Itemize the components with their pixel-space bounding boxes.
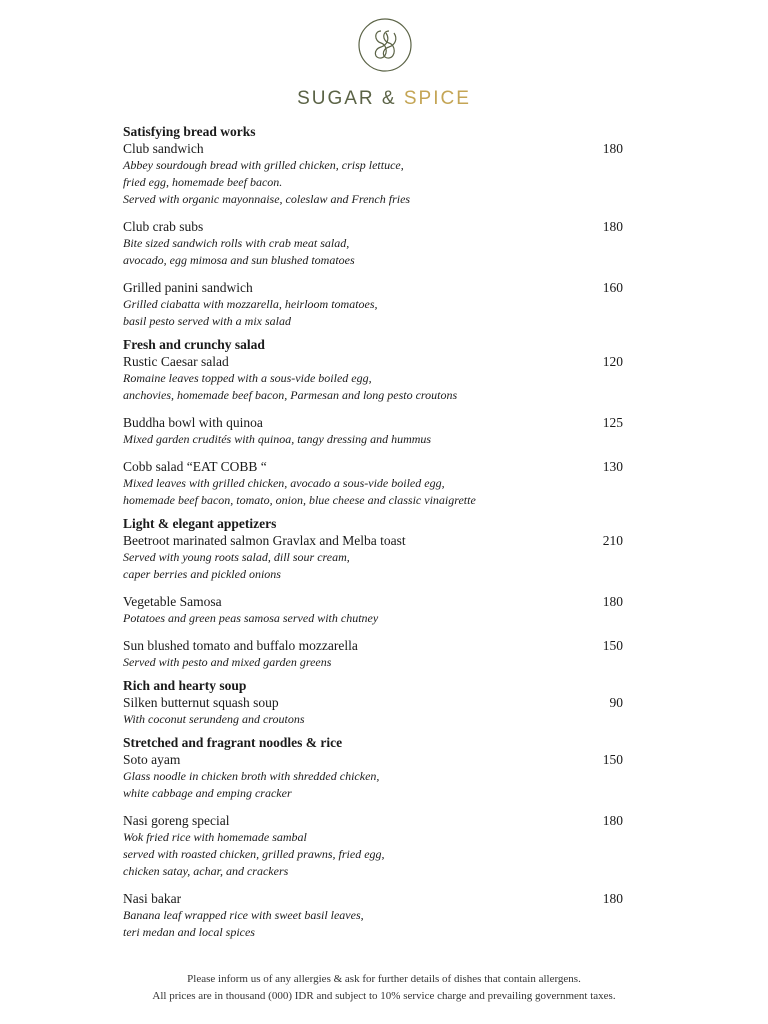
- dish-description-line: Grilled ciabatta with mozzarella, heirloom tomatoes,: [123, 297, 378, 311]
- menu-item: [123, 751, 623, 802]
- menu-item-row: [123, 812, 623, 829]
- ampersand-monogram-icon: [357, 17, 413, 73]
- menu-item: [123, 353, 623, 404]
- menu-item: [123, 694, 623, 728]
- dish-price: 160: [602, 280, 623, 295]
- section-title: Satisfying bread works: [123, 124, 256, 139]
- menu-item: [123, 532, 623, 583]
- dish-description-line: Glass noodle in chicken broth with shredded chicken,: [123, 769, 380, 783]
- dish-name: Club sandwich: [123, 141, 204, 156]
- dish-description-line: Abbey sourdough bread with grilled chicken, crisp lettuce,: [123, 158, 404, 172]
- dish-price: 180: [602, 141, 623, 156]
- dish-description-line: served with roasted chicken, grilled prawns, fried egg,: [123, 847, 385, 861]
- dish-description-line: white cabbage and emping cracker: [123, 786, 292, 800]
- dish-description-line: Wok fried rice with homemade sambal: [123, 830, 307, 844]
- menu-item-row: [123, 458, 623, 475]
- dish-description-line: Mixed leaves with grilled chicken, avocado a sous-vide boiled egg,: [123, 476, 445, 490]
- menu-item-row: [123, 353, 623, 370]
- allergy-note: Please inform us of any allergies & ask for further details of dishes that contain allergens.: [187, 973, 581, 985]
- menu-item: [123, 458, 623, 509]
- dish-price: 180: [602, 219, 623, 234]
- dish-description-line: Served with young roots salad, dill sour cream,: [123, 550, 350, 564]
- dish-description-line: fried egg, homemade beef bacon.: [123, 175, 283, 189]
- menu-item: [123, 593, 623, 627]
- dish-name: Silken butternut squash soup: [123, 695, 279, 710]
- price-note: All prices are in thousand (000) IDR and subject to 10% service charge and prevailing government taxes.: [152, 990, 616, 1002]
- dish-description-line: basil pesto served with a mix salad: [123, 314, 291, 328]
- dish-description-line: Served with pesto and mixed garden greens: [123, 655, 332, 669]
- dish-description-line: Potatoes and green peas samosa served with chutney: [123, 611, 379, 625]
- menu-item-row: [123, 751, 623, 768]
- dish-description-line: chicken satay, achar, and crackers: [123, 864, 289, 878]
- menu-section: [123, 123, 623, 330]
- menu-item-row: [123, 218, 623, 235]
- dish-name: Soto ayam: [123, 752, 181, 767]
- dish-price: 90: [609, 695, 623, 710]
- dish-description-line: caper berries and pickled onions: [123, 567, 281, 581]
- menu-item: [123, 812, 623, 880]
- dish-description-line: avocado, egg mimosa and sun blushed tomatoes: [123, 253, 355, 267]
- dish-price: 180: [602, 891, 623, 906]
- menu-section: [123, 677, 623, 728]
- menu-item-row: [123, 637, 623, 654]
- dish-name: Sun blushed tomato and buffalo mozzarella: [123, 638, 358, 653]
- menu-item-row: [123, 890, 623, 907]
- dish-price: 180: [602, 813, 623, 828]
- dish-name: Nasi goreng special: [123, 813, 230, 828]
- dish-name: Vegetable Samosa: [123, 594, 222, 609]
- menu-section: [123, 515, 623, 671]
- dish-name: Buddha bowl with quinoa: [123, 415, 263, 430]
- section-title: Stretched and fragrant noodles & rice: [123, 735, 343, 750]
- dish-description-line: homemade beef bacon, tomato, onion, blue cheese and classic vinaigrette: [123, 493, 476, 507]
- dish-price: 150: [602, 752, 623, 767]
- dish-price: 180: [602, 594, 623, 609]
- menu-item: [123, 218, 623, 269]
- menu-item-row: [123, 414, 623, 431]
- dish-description-line: Mixed garden crudités with quinoa, tangy dressing and hummus: [123, 432, 432, 446]
- brand-word-spice: SPICE: [396, 88, 471, 109]
- dish-name: Cobb salad “EAT COBB “: [123, 459, 267, 474]
- brand-name: [0, 88, 768, 110]
- menu-item-row: [123, 279, 623, 296]
- dish-description-line: anchovies, homemade beef bacon, Parmesan and long pesto croutons: [123, 388, 458, 402]
- dish-name: Grilled panini sandwich: [123, 280, 253, 295]
- menu-item-row: [123, 532, 623, 549]
- dish-name: Beetroot marinated salmon Gravlax and Melba toast: [123, 533, 406, 548]
- menu-item-row: [123, 694, 623, 711]
- menu-list: [123, 123, 623, 947]
- menu-section: [123, 734, 623, 941]
- dish-description-line: Romaine leaves topped with a sous-vide boiled egg,: [123, 371, 372, 385]
- dish-price: 130: [602, 459, 623, 474]
- section-title: Fresh and crunchy salad: [123, 337, 265, 352]
- menu-item: [123, 637, 623, 671]
- menu-item-row: [123, 593, 623, 610]
- dish-description-line: With coconut serundeng and croutons: [123, 712, 305, 726]
- menu-item: [123, 140, 623, 208]
- menu-item: [123, 890, 623, 941]
- menu-section: [123, 336, 623, 509]
- footer-notes: [0, 971, 768, 1005]
- dish-description-line: Bite sized sandwich rolls with crab meat salad,: [123, 236, 350, 250]
- dish-price: 150: [602, 638, 623, 653]
- section-title: Rich and hearty soup: [123, 678, 247, 693]
- dish-description-line: teri medan and local spices: [123, 925, 255, 939]
- dish-name: Rustic Caesar salad: [123, 354, 229, 369]
- dish-price: 125: [602, 415, 623, 430]
- dish-name: Club crab subs: [123, 219, 204, 234]
- dish-price: 210: [602, 533, 623, 548]
- section-title: Light & elegant appetizers: [123, 516, 277, 531]
- brand-word-sugar: SUGAR &: [297, 88, 397, 109]
- dish-price: 120: [602, 354, 623, 369]
- dish-description-line: Served with organic mayonnaise, coleslaw and French fries: [123, 192, 411, 206]
- menu-item: [123, 279, 623, 330]
- menu-item-row: [123, 140, 623, 157]
- dish-description-line: Banana leaf wrapped rice with sweet basil leaves,: [123, 908, 364, 922]
- dish-name: Nasi bakar: [123, 891, 182, 906]
- menu-item: [123, 414, 623, 448]
